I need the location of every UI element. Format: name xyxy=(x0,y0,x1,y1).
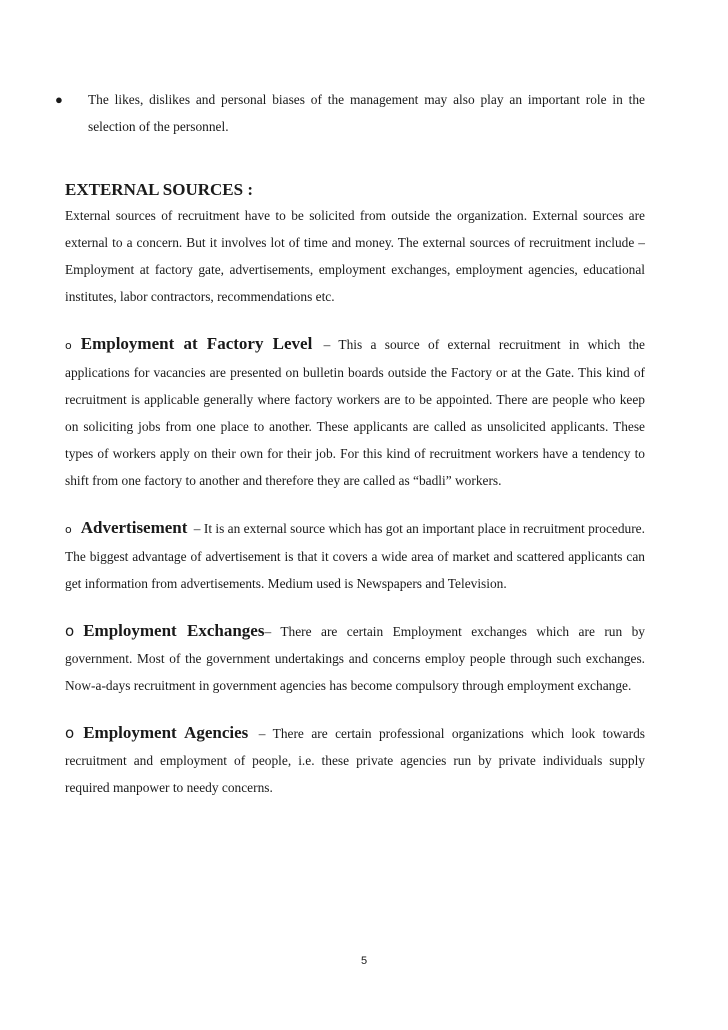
item-heading: Advertisement xyxy=(80,518,188,537)
bullet-item xyxy=(55,86,645,140)
circle-bullet-icon: o xyxy=(65,523,72,536)
circle-bullet-icon: o xyxy=(65,724,75,742)
item-body: There are certain professional organizations which look towards recruitment and employment of people, i.e. these private agencies run by private individuals supply required manpower to needy concerns. xyxy=(65,726,645,795)
bullet-text: The likes, dislikes and personal biases of the management may also play an important role in the selection of the personnel. xyxy=(88,92,645,134)
item-dash: – xyxy=(193,521,201,536)
item-dash: – xyxy=(323,337,331,352)
item-body: It is an external source which has got an important place in recruitment procedure. The biggest advantage of advertisement is that it covers a wide area of market and scattered applicants can get information from advertisements. Medium used is Newspapers and Television. xyxy=(65,521,645,591)
item-heading: Employment Exchanges xyxy=(83,621,265,640)
circle-bullet-icon: o xyxy=(65,622,75,640)
item-dash: – xyxy=(264,624,272,639)
item-employment-exchanges xyxy=(65,617,645,699)
item-body: This a source of external recruitment in which the applications for vacancies are presented on bulletin boards outside the Factory or at the Gate. This kind of recruitment is applicable generally where factory workers are to be appointed. There are people who keep on soliciting jobs from one place to another. These applicants are called as unsolicited applicants. These types of workers apply on their own for their job. For this kind of recruitment workers have a tendency to shift from one factory to another and therefore they are called as “badli” workers. xyxy=(65,337,645,488)
item-heading: Employment Agencies xyxy=(83,723,249,742)
item-heading: Employment at Factory Level xyxy=(80,334,313,353)
bullet-dot-icon: ● xyxy=(55,92,63,107)
page-number: 5 xyxy=(360,955,368,967)
item-factory-level xyxy=(65,330,645,494)
item-advertisement xyxy=(65,514,645,597)
item-dash: – xyxy=(258,726,266,741)
section-intro: External sources of recruitment have to be solicited from outside the organization. External sources are external to a concern. But it involves lot of time and money. The external sources of recruitment include – Employment at factory gate, advertisements, employment exchanges, employment agencies, educational institutes, labor contractors, recommendations etc. xyxy=(65,208,645,304)
circle-bullet-icon: o xyxy=(65,339,72,352)
item-body: There are certain Employment exchanges which are run by government. Most of the government undertakings and concerns employ people through such exchanges. Now-a-days recruitment in government agencies has become compulsory through employment exchange. xyxy=(65,624,645,693)
section-title: EXTERNAL SOURCES : xyxy=(65,180,253,199)
item-employment-agencies xyxy=(65,719,645,801)
page-content xyxy=(55,86,645,801)
